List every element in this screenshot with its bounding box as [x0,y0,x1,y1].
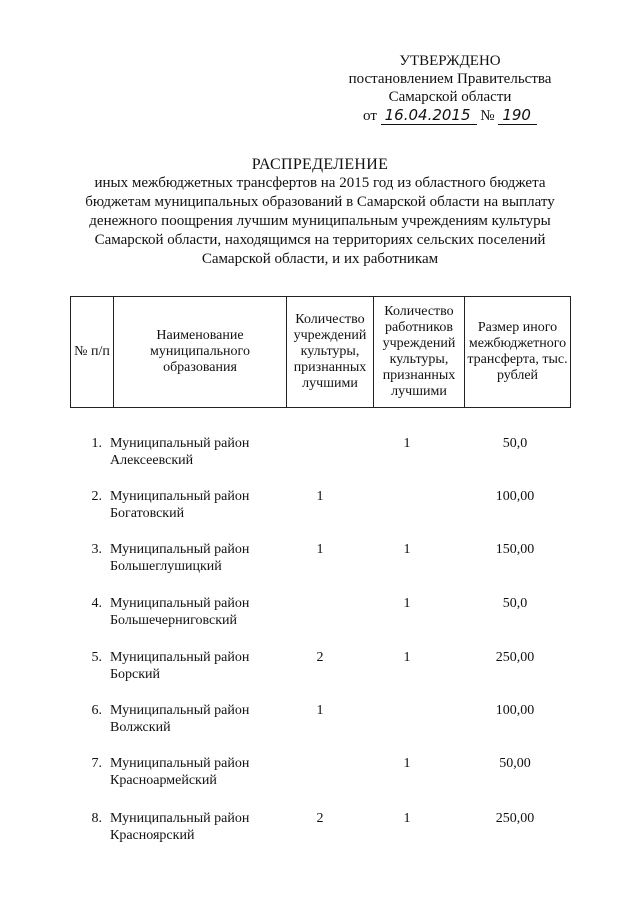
table-row [70,595,571,647]
row-amount: 50,0 [502,596,528,611]
row-municipality [110,595,270,629]
row-municipality [110,435,270,469]
header-name: Наименование муниципального образования [114,297,287,408]
row-employees: 1 [403,542,411,557]
handwritten-number: 190 [498,106,537,125]
table-row [70,488,571,540]
row-institutions: 2 [316,650,324,665]
title-line: денежного поощрения лучшим муниципальным учреждениям культуры [89,213,551,229]
row-amount: 50,00 [499,756,531,771]
row-institutions: 1 [316,489,324,504]
number-prefix: № [480,108,495,124]
row-number: 3. [91,542,102,557]
row-amount: 100,00 [495,703,535,718]
document-title-block [60,155,580,269]
row-name-line1: Муниципальный район [110,542,250,557]
row-number: 5. [91,650,102,665]
row-municipality [110,488,270,522]
row-name-line1: Муниципальный район [110,811,250,826]
row-name-line1: Муниципальный район [110,436,250,451]
row-municipality [110,702,270,736]
row-name-line2: Большечерниговский [110,613,238,628]
title-line: Самарской области, находящимся на территориях сельских поселений [94,232,546,248]
approval-title: УТВЕРЖДЕНО [399,53,501,69]
row-number: 6. [91,703,102,718]
row-employees: 1 [403,756,411,771]
header-amount: Размер иного межбюджетного трансферта, тыс. рублей [465,297,571,408]
row-employees: 1 [403,596,411,611]
table-row [70,755,571,807]
title-line: бюджетам муниципальных образований в Самарской области на выплату [85,194,555,210]
distribution-table-header [70,296,571,408]
row-name-line2: Борский [110,667,161,682]
row-institutions: 2 [316,811,324,826]
header-num: № п/п [71,297,114,408]
row-municipality [110,541,270,575]
date-prefix: от [363,108,377,124]
table-row [70,435,571,487]
row-name-line1: Муниципальный район [110,756,250,771]
table-row [70,702,571,754]
row-institutions: 1 [316,542,324,557]
row-number: 4. [91,596,102,611]
handwritten-date: 16.04.2015 [381,106,477,125]
row-municipality [110,755,270,789]
row-amount: 150,00 [495,542,535,557]
row-employees: 1 [403,436,411,451]
table-row [70,541,571,593]
header-employees: Количество работников учреждений культуры, признанных лучшими [374,297,465,408]
row-name-line2: Алексеевский [110,453,194,468]
row-amount: 100,00 [495,489,535,504]
row-name-line2: Богатовский [110,506,185,521]
row-name-line2: Красноармейский [110,773,217,788]
row-municipality [110,649,270,683]
table-row [70,649,571,701]
document-title: РАСПРЕДЕЛЕНИЕ [251,156,389,173]
row-employees: 1 [403,811,411,826]
title-line: иных межбюджетных трансфертов на 2015 год из областного бюджета [94,175,546,191]
row-amount: 250,00 [495,650,535,665]
row-number: 7. [91,756,102,771]
row-amount: 50,0 [502,436,528,451]
row-name-line1: Муниципальный район [110,703,250,718]
row-name-line1: Муниципальный район [110,596,250,611]
row-name-line1: Муниципальный район [110,489,250,504]
row-name-line2: Большеглушицкий [110,559,222,574]
approval-line-resolution: постановлением Правительства [348,71,552,87]
approval-date-line [330,106,570,125]
table-row [70,810,571,862]
row-name-line2: Красноярский [110,828,195,843]
row-amount: 250,00 [495,811,535,826]
row-number: 1. [91,436,102,451]
header-institutions: Количество учреждений культуры, признанных лучшими [287,297,374,408]
row-number: 8. [91,811,102,826]
row-employees: 1 [403,650,411,665]
row-institutions: 1 [316,703,324,718]
approval-line-region: Самарской области [388,89,512,105]
row-name-line1: Муниципальный район [110,650,250,665]
row-number: 2. [91,489,102,504]
approval-block [330,52,570,125]
title-line: Самарской области, и их работникам [201,251,439,267]
row-municipality [110,810,270,844]
row-name-line2: Волжский [110,720,171,735]
